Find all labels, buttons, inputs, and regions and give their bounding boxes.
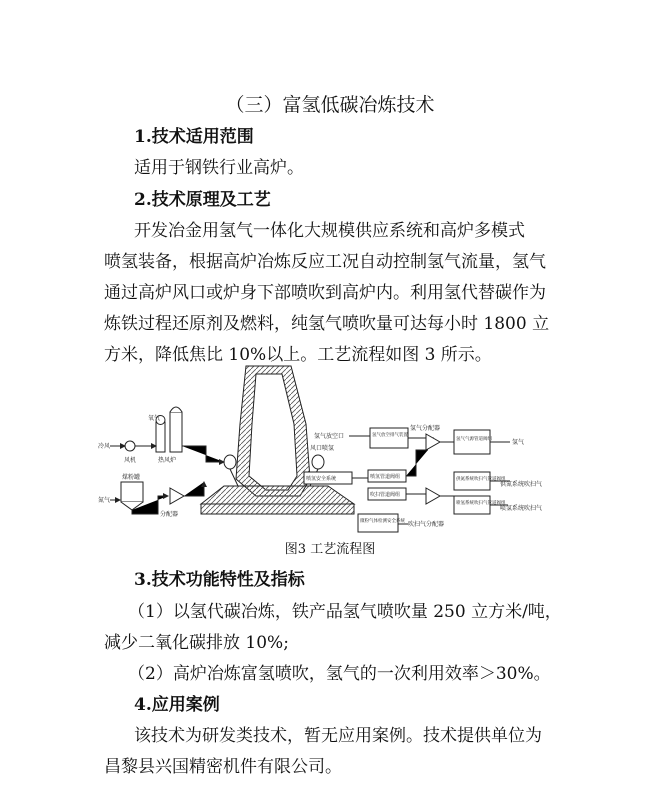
- section-3-line: 减少二氧化碳排放 10%;: [104, 633, 289, 653]
- hydrogen-system: [304, 424, 542, 532]
- n2-inject-supply-label: 喷氢系统吹扫气: [500, 505, 543, 512]
- purge-valve-label: 吹扫管道阀组: [370, 492, 401, 498]
- blast-furnace: [201, 366, 354, 514]
- section-2-heading: 2.技术原理及工艺: [134, 190, 271, 210]
- hydrogen-label: 氢气: [512, 439, 525, 446]
- section-4-heading: 4.应用案例: [134, 695, 220, 715]
- blower-label: 风机: [124, 457, 137, 464]
- tuyere-label: 风口喷氢: [310, 445, 335, 452]
- section-2-line: 炼铁过程还原剂及燃料，纯氢气喷吹量可达每小时 1800 立: [104, 314, 550, 334]
- oxygen-label: 氧气: [148, 415, 161, 422]
- section-4-line: 昌黎县兴国精密机件有限公司。: [104, 757, 342, 777]
- section-3-line: （2）高炉冶炼富氢喷吹，氢气的一次利用效率＞30%。: [128, 664, 551, 684]
- section-2-line: 喷氢装备，根据高炉冶炼反应工况自动控制氢气流量，氢气: [104, 252, 546, 272]
- process-flow-diagram: [96, 364, 566, 536]
- cold-air-label: 冷风: [98, 443, 111, 450]
- n2-purge-valve-label: 供氮系统吹扫气管道阀组: [456, 477, 506, 482]
- section-2-line: 开发冶金用氢气一体化大规模供应系统和高炉多模式: [134, 221, 525, 241]
- section-2-line: 通过高炉风口或炉身下部喷吹到高炉内。利用氢代替碳作为: [104, 283, 546, 303]
- hot-stove-label: 热风炉: [158, 457, 177, 464]
- h2-distributor-label: 氢气分配器: [410, 425, 441, 432]
- inject-valve-label: 喷氢管道阀组: [370, 474, 401, 480]
- h2-safety-label: 氢气放空排气装置: [372, 433, 408, 438]
- n2-inject-valve-label: 喷氢系统吹扫气管道阀组: [456, 501, 506, 506]
- purge-distributor-label: 吹扫气分配器: [408, 521, 445, 528]
- h2-pipe-valve-label: 氢气气源管道阀组: [456, 437, 492, 442]
- page-title: （三）富氢低碳冶炼技术: [225, 94, 435, 116]
- section-3-heading: 3.技术功能特性及指标: [134, 570, 305, 590]
- distributor-label: 分配器: [160, 511, 179, 518]
- section-2-line: 方米，降低焦比 10%以上。工艺流程如图 3 所示。: [104, 345, 492, 365]
- detect-label: 微粉气体检测安全系统: [360, 519, 405, 524]
- section-1-text: 适用于钢铁行业高炉。: [134, 158, 304, 178]
- coal-tank-label: 煤粉罐: [122, 474, 141, 481]
- blower-icon: [125, 441, 135, 451]
- figure-caption: 图3 工艺流程图: [284, 542, 376, 557]
- coal-injection-system: [98, 473, 204, 518]
- h2-vent-label: 氢气放空口: [314, 433, 345, 440]
- inject-safety-label: 喷氢安全系统: [306, 476, 337, 482]
- hot-air-system: [98, 407, 224, 464]
- section-1-heading: 1.技术适用范围: [134, 127, 254, 147]
- n2-supply-label: 供氮系统吹扫气: [500, 481, 543, 488]
- nitrogen-label: 氮气: [98, 497, 111, 504]
- section-4-line: 该技术为研发类技术，暂无应用案例。技术提供单位为: [134, 726, 542, 746]
- section-3-line: （1）以氢代碳冶炼，铁产品氢气喷吹量 250 立方米/吨，: [128, 602, 562, 622]
